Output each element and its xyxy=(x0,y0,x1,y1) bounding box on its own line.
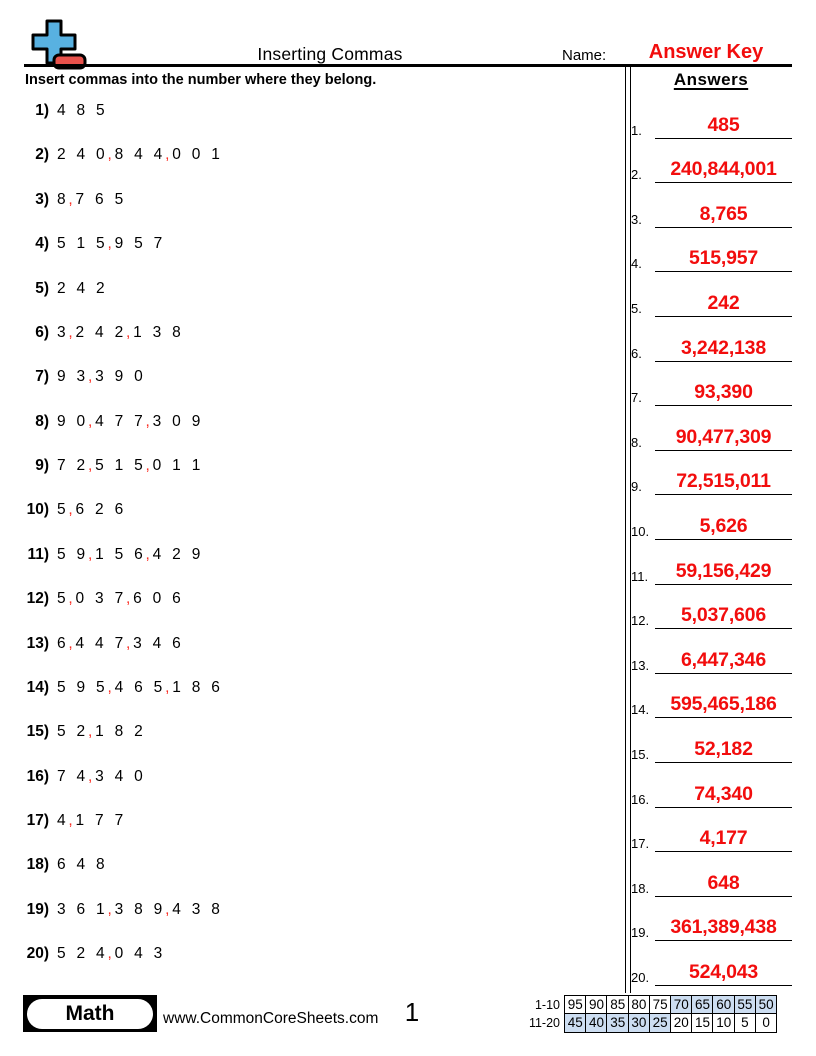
subject-badge xyxy=(23,995,157,1032)
grading-cell: 90 xyxy=(585,995,608,1015)
grading-cell: 40 xyxy=(585,1013,608,1033)
inserted-comma: , xyxy=(145,545,153,563)
answer-value: 242 xyxy=(707,291,740,314)
answer-row xyxy=(631,317,792,362)
problem-number: 15) xyxy=(26,723,49,741)
answer-number: 10. xyxy=(631,523,650,539)
answer-value: 524,043 xyxy=(688,960,759,983)
inserted-comma: , xyxy=(126,634,134,652)
inserted-comma: , xyxy=(87,545,96,563)
answer-number: 11. xyxy=(631,568,649,584)
problem-digits: 5 1 5,9 5 7 xyxy=(57,235,166,253)
problem-digits: 6,4 4 7,3 4 6 xyxy=(57,634,184,652)
answer-value: 361,389,438 xyxy=(670,916,777,939)
inserted-comma: , xyxy=(107,945,115,963)
answer-row xyxy=(631,495,792,540)
grading-cell: 80 xyxy=(628,995,651,1015)
answer-number: 7. xyxy=(631,390,642,406)
grading-table-row xyxy=(520,1013,777,1033)
problem-row xyxy=(25,813,615,857)
name-label: Name: xyxy=(562,47,607,64)
grading-cell: 65 xyxy=(691,995,714,1015)
problem-row xyxy=(25,369,615,413)
problem-row xyxy=(25,502,615,546)
answer-value: 72,515,011 xyxy=(676,470,771,493)
problem-row xyxy=(25,591,615,635)
grading-table-row xyxy=(520,995,777,1015)
answer-line xyxy=(655,382,792,406)
answers-heading: Answers xyxy=(673,70,749,89)
answer-row xyxy=(631,629,792,674)
answer-line xyxy=(655,917,792,941)
answer-row xyxy=(631,674,792,719)
inserted-comma: , xyxy=(126,323,134,341)
answer-value: 4,177 xyxy=(699,827,748,850)
inserted-comma: , xyxy=(87,723,96,741)
problem-row xyxy=(25,458,615,502)
inserted-comma: , xyxy=(107,678,115,696)
answer-value: 595,465,186 xyxy=(670,693,777,716)
problem-digits: 2 4 2 xyxy=(57,279,108,297)
answer-row xyxy=(631,808,792,853)
inserted-comma: , xyxy=(87,457,96,474)
answer-value: 93,390 xyxy=(694,381,753,404)
problem-digits: 2 4 0,8 4 4,0 0 1 xyxy=(57,146,223,164)
answer-number: 1. xyxy=(631,122,642,138)
problem-row xyxy=(25,769,615,813)
grading-cell: 95 xyxy=(564,995,587,1015)
answer-number: 5. xyxy=(631,300,642,316)
answer-value: 5,626 xyxy=(699,514,748,537)
page-number: 1 xyxy=(404,997,420,1027)
problem-digits: 7 2,5 1 5,0 1 1 xyxy=(57,457,204,474)
instruction-text: Insert commas into the number where they belong. xyxy=(25,72,377,88)
answer-row xyxy=(631,897,792,942)
problem-digits: 4 8 5 xyxy=(57,102,108,119)
problem-digits: 5,0 3 7,6 0 6 xyxy=(57,590,184,608)
answer-number: 2. xyxy=(631,167,642,183)
answer-line xyxy=(655,784,792,808)
problems-list xyxy=(25,103,615,991)
problem-number: 10) xyxy=(26,501,49,519)
subject-badge-label: Math xyxy=(27,999,153,1029)
problem-digits: 5,6 2 6 xyxy=(57,501,127,519)
answer-line xyxy=(655,650,792,674)
problem-number: 5) xyxy=(35,279,49,297)
problem-row xyxy=(25,147,615,191)
answer-line xyxy=(655,962,792,986)
answer-number: 17. xyxy=(631,836,650,852)
grading-cell: 20 xyxy=(670,1013,693,1033)
inserted-comma: , xyxy=(126,590,134,608)
answer-line xyxy=(655,828,792,852)
grading-cell: 50 xyxy=(755,995,778,1015)
answer-number: 12. xyxy=(631,613,650,629)
answer-row xyxy=(631,941,792,986)
answer-row xyxy=(631,718,792,763)
problem-number: 14) xyxy=(26,678,49,696)
grading-cell: 60 xyxy=(712,995,735,1015)
inserted-comma: , xyxy=(68,190,76,208)
answer-row xyxy=(631,852,792,897)
problem-number: 8) xyxy=(35,412,49,430)
inserted-comma: , xyxy=(107,900,115,918)
problem-number: 3) xyxy=(35,190,49,208)
problem-number: 16) xyxy=(26,767,49,785)
answer-value: 3,242,138 xyxy=(681,336,766,359)
problem-number: 20) xyxy=(26,945,49,963)
problem-number: 2) xyxy=(35,146,49,164)
answer-row xyxy=(631,362,792,407)
problem-number: 18) xyxy=(26,856,49,874)
inserted-comma: , xyxy=(145,412,153,430)
answer-value: 6,447,346 xyxy=(681,648,766,671)
answer-row xyxy=(631,183,792,228)
page-title: Inserting Commas xyxy=(257,44,403,64)
problem-digits: 4,1 7 7 xyxy=(57,812,127,829)
answer-line xyxy=(655,248,792,272)
answer-line xyxy=(655,561,792,585)
answer-line xyxy=(655,293,792,317)
column-divider xyxy=(625,66,631,993)
grading-cells xyxy=(564,995,777,1015)
answer-number: 4. xyxy=(631,256,642,272)
inserted-comma: , xyxy=(165,146,173,164)
problem-number: 13) xyxy=(26,634,49,652)
grading-cell: 35 xyxy=(606,1013,629,1033)
inserted-comma: , xyxy=(68,501,76,519)
inserted-comma: , xyxy=(107,146,115,164)
answer-value: 74,340 xyxy=(694,782,753,805)
grading-cell: 10 xyxy=(712,1013,735,1033)
grading-cells xyxy=(564,1013,777,1033)
problem-row xyxy=(25,946,615,990)
inserted-comma: , xyxy=(165,900,173,918)
problem-digits: 5 9 5,4 6 5,1 8 6 xyxy=(57,678,223,696)
problem-number: 17) xyxy=(26,812,49,829)
answer-line xyxy=(655,427,792,451)
grading-cell: 30 xyxy=(628,1013,651,1033)
answer-number: 19. xyxy=(631,925,650,941)
grading-table xyxy=(520,995,777,1033)
answer-value: 5,037,606 xyxy=(681,604,766,627)
grading-range-label: 1-10 xyxy=(534,997,560,1012)
answer-value: 485 xyxy=(707,113,740,136)
answer-row xyxy=(631,763,792,808)
problem-number: 9) xyxy=(35,457,49,474)
answer-row xyxy=(631,406,792,451)
problem-row xyxy=(25,724,615,768)
inserted-comma: , xyxy=(107,235,115,253)
answer-number: 13. xyxy=(631,657,650,673)
grading-cell: 70 xyxy=(670,995,693,1015)
inserted-comma: , xyxy=(145,457,153,474)
inserted-comma: , xyxy=(68,323,76,341)
problem-number: 19) xyxy=(26,900,49,918)
answer-line xyxy=(655,694,792,718)
problem-digits: 5 2 4,0 4 3 xyxy=(57,945,166,963)
problem-digits: 5 9,1 5 6,4 2 9 xyxy=(57,545,204,563)
inserted-comma: , xyxy=(68,634,76,652)
problem-digits: 8,7 6 5 xyxy=(57,190,127,208)
problem-digits: 9 3,3 9 0 xyxy=(57,368,146,386)
answer-line xyxy=(655,873,792,897)
problem-row xyxy=(25,281,615,325)
inserted-comma: , xyxy=(87,767,96,785)
answer-line xyxy=(655,115,792,139)
problem-number: 11) xyxy=(27,545,49,563)
problem-row xyxy=(25,902,615,946)
problem-number: 4) xyxy=(35,235,49,253)
answer-number: 6. xyxy=(631,345,642,361)
grading-cell: 15 xyxy=(691,1013,714,1033)
problem-row xyxy=(25,636,615,680)
answer-line xyxy=(655,739,792,763)
problem-digits: 5 2,1 8 2 xyxy=(57,723,146,741)
answer-row xyxy=(631,585,792,630)
answers-list xyxy=(631,94,792,986)
answer-number: 15. xyxy=(631,746,650,762)
problem-row xyxy=(25,192,615,236)
answer-line xyxy=(655,516,792,540)
problem-digits: 3,2 4 2,1 3 8 xyxy=(57,323,184,341)
grading-cell: 25 xyxy=(649,1013,672,1033)
answer-value: 240,844,001 xyxy=(670,158,777,181)
problem-row xyxy=(25,857,615,901)
problem-row xyxy=(25,680,615,724)
problem-row xyxy=(25,325,615,369)
grading-cell: 75 xyxy=(649,995,672,1015)
answer-row xyxy=(631,540,792,585)
header-divider xyxy=(24,64,792,67)
answer-line xyxy=(655,605,792,629)
answer-number: 8. xyxy=(631,434,642,450)
answer-number: 14. xyxy=(631,702,650,718)
grading-cell: 55 xyxy=(734,995,757,1015)
problem-row xyxy=(25,236,615,280)
answer-row xyxy=(631,139,792,184)
grading-cell: 5 xyxy=(734,1013,757,1033)
answer-number: 16. xyxy=(631,791,650,807)
grading-range-label: 11-20 xyxy=(528,1015,560,1030)
answer-line xyxy=(655,159,792,183)
answer-value: 648 xyxy=(707,871,740,894)
answer-row xyxy=(631,272,792,317)
inserted-comma: , xyxy=(87,412,96,430)
answer-value: 52,182 xyxy=(694,737,753,760)
grading-cell: 0 xyxy=(755,1013,778,1033)
problem-row xyxy=(25,547,615,591)
answer-value: 515,957 xyxy=(688,247,759,270)
inserted-comma: , xyxy=(165,678,173,696)
answer-value: 90,477,309 xyxy=(675,425,772,448)
answer-number: 20. xyxy=(631,969,650,985)
grading-cell: 45 xyxy=(564,1013,587,1033)
answer-row xyxy=(631,451,792,496)
problem-digits: 9 0,4 7 7,3 0 9 xyxy=(57,412,204,430)
answer-row xyxy=(631,94,792,139)
answer-key-text: Answer Key xyxy=(648,41,764,63)
problem-row xyxy=(25,414,615,458)
problem-number: 1) xyxy=(35,102,49,119)
problem-digits: 3 6 1,3 8 9,4 3 8 xyxy=(57,900,223,918)
answer-number: 9. xyxy=(631,479,642,495)
grading-cell: 85 xyxy=(606,995,629,1015)
website-link[interactable]: www.CommonCoreSheets.com xyxy=(163,1010,379,1027)
answer-row xyxy=(631,228,792,273)
problem-row xyxy=(25,103,615,147)
problem-number: 6) xyxy=(35,323,49,341)
problem-digits: 6 4 8 xyxy=(57,856,108,874)
answer-line xyxy=(655,338,792,362)
answer-value: 59,156,429 xyxy=(675,559,772,582)
problem-digits: 7 4,3 4 0 xyxy=(57,767,146,785)
answer-line xyxy=(655,471,792,495)
problem-number: 7) xyxy=(35,368,49,386)
answer-number: 3. xyxy=(631,211,642,227)
inserted-comma: , xyxy=(68,590,76,608)
inserted-comma: , xyxy=(68,812,76,829)
inserted-comma: , xyxy=(87,368,96,386)
answer-value: 8,765 xyxy=(699,202,748,225)
answer-line xyxy=(655,204,792,228)
problem-number: 12) xyxy=(26,590,49,608)
answer-number: 18. xyxy=(631,880,650,896)
